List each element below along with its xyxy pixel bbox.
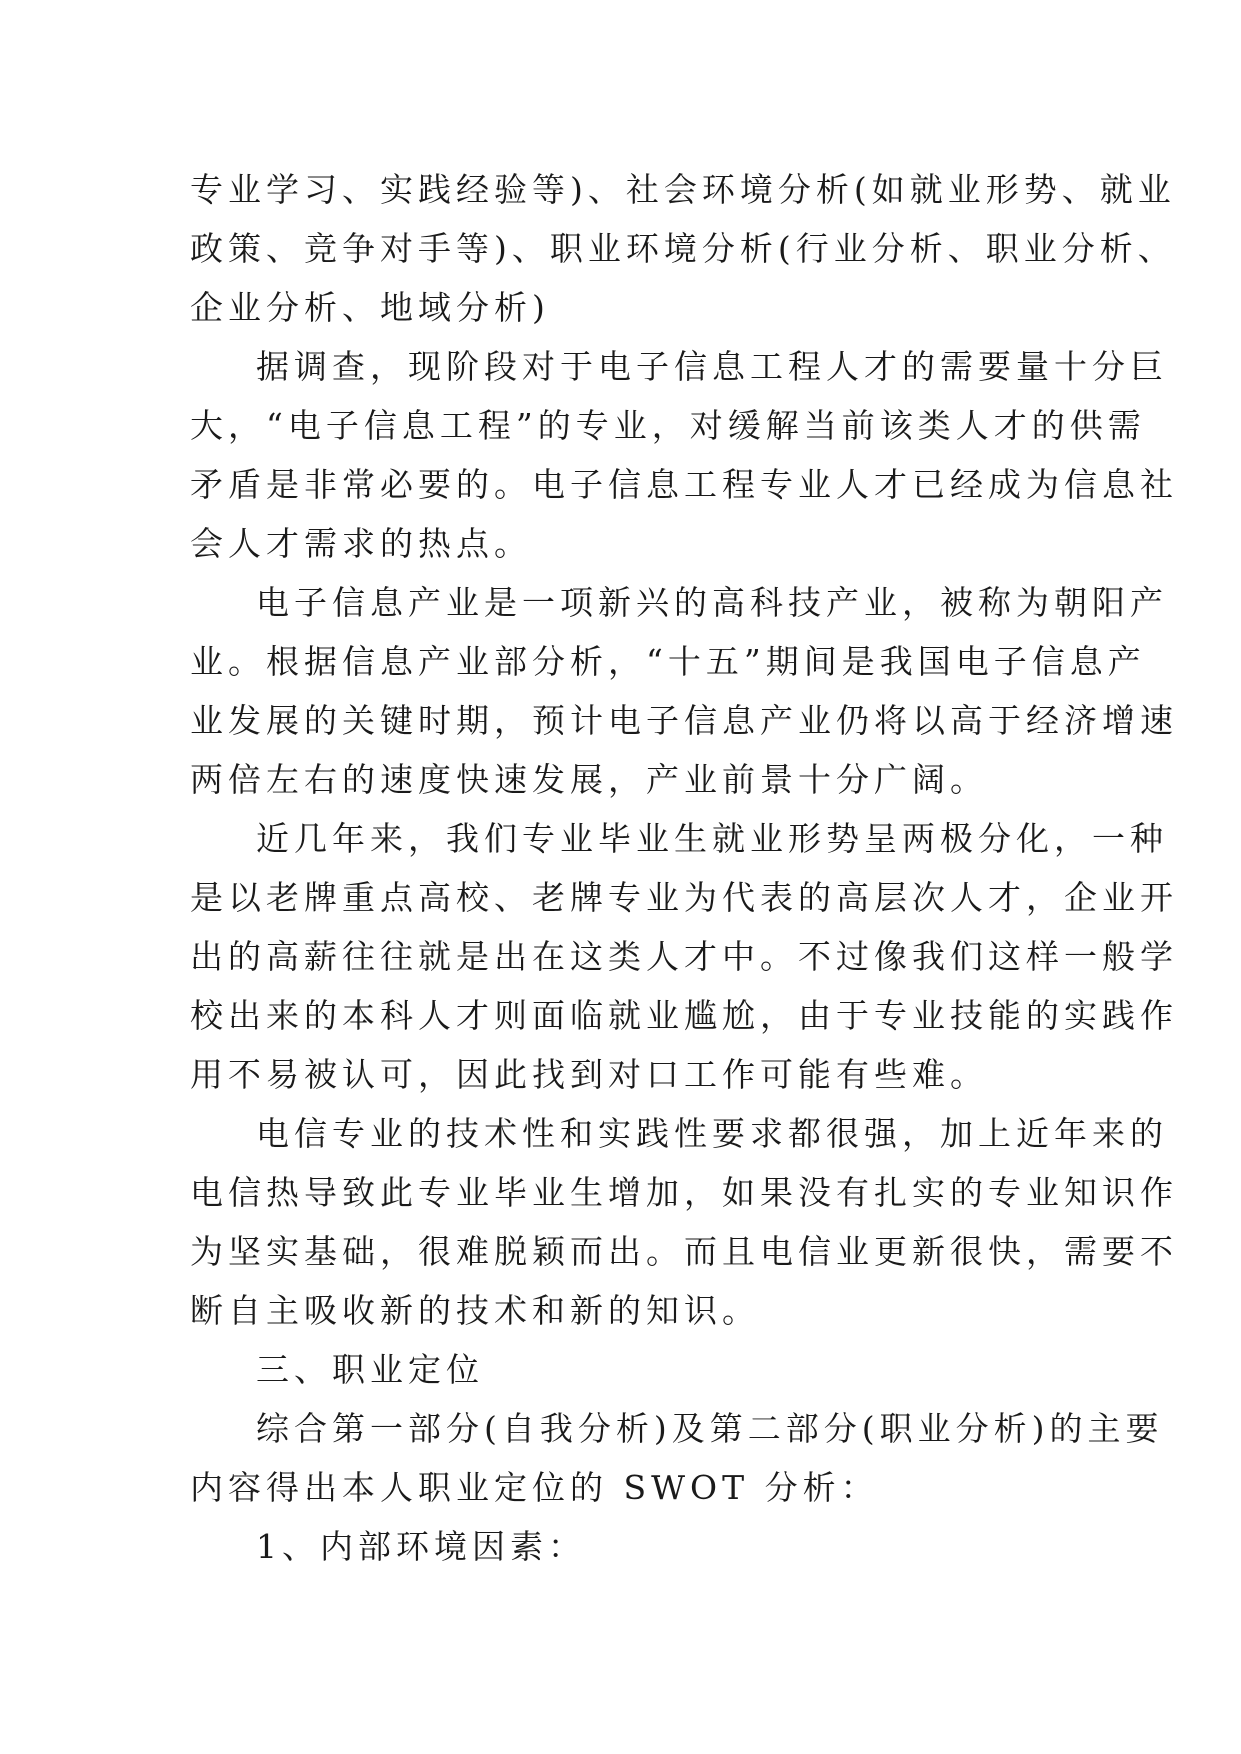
- text-line: 出的高薪往往就是出在这类人才中。不过像我们这样一般学: [190, 937, 1178, 976]
- subheading-internal-factors: [190, 1517, 1070, 1576]
- text-line: 专业学习、实践经验等)、社会环境分析(如就业形势、就业: [190, 170, 1176, 209]
- text-line: 企业分析、地域分析): [190, 288, 550, 327]
- text-line: 断自主吸收新的技术和新的知识。: [190, 1291, 760, 1330]
- paragraph-swot-intro: [190, 1399, 1164, 1517]
- subheading: 1、内部环境因素：: [256, 1527, 586, 1566]
- document-body: [190, 160, 1178, 1576]
- text-line: 电信热导致此专业毕业生增加，如果没有扎实的专业知识作: [190, 1173, 1178, 1212]
- text-line: 是以老牌重点高校、老牌专业为代表的高层次人才，企业开: [190, 878, 1178, 917]
- text-line: 据调查，现阶段对于电子信息工程人才的需要量十分巨: [256, 347, 1168, 386]
- paragraph-survey-demand: [190, 337, 1178, 573]
- text-line: 业。根据信息产业部分析，“十五”期间是我国电子信息产: [190, 642, 1146, 681]
- paragraph-analysis-continuation: [190, 160, 1176, 337]
- text-line: 近几年来，我们专业毕业生就业形势呈两极分化，一种: [256, 819, 1168, 858]
- section-heading: 三、职业定位: [256, 1350, 484, 1389]
- text-line: 用不易被认可，因此找到对口工作可能有些难。: [190, 1055, 988, 1094]
- text-line: 校出来的本科人才则面临就业尴尬，由于专业技能的实践作: [190, 996, 1178, 1035]
- text-line: 政策、竞争对手等)、职业环境分析(行业分析、职业分析、: [190, 229, 1176, 268]
- text-line: 大，“电子信息工程”的专业，对缓解当前该类人才的供需: [190, 406, 1146, 445]
- text-line: 内容得出本人职业定位的 SWOT 分析：: [190, 1468, 879, 1507]
- section-heading-career-positioning: [190, 1340, 1070, 1399]
- paragraph-telecom-requirements: [190, 1104, 1178, 1340]
- paragraph-industry-outlook: [190, 573, 1178, 809]
- text-line: 电信专业的技术性和实践性要求都很强，加上近年来的: [256, 1114, 1168, 1153]
- text-line: 业发展的关键时期，预计电子信息产业仍将以高于经济增速: [190, 701, 1178, 740]
- text-line: 会人才需求的热点。: [190, 524, 532, 563]
- text-line: 电子信息产业是一项新兴的高科技产业，被称为朝阳产: [256, 583, 1168, 622]
- text-line: 为坚实基础，很难脱颖而出。而且电信业更新很快，需要不: [190, 1232, 1178, 1271]
- text-line: 矛盾是非常必要的。电子信息工程专业人才已经成为信息社: [190, 465, 1178, 504]
- text-line: 两倍左右的速度快速发展，产业前景十分广阔。: [190, 760, 988, 799]
- text-line: 综合第一部分(自我分析)及第二部分(职业分析)的主要: [256, 1409, 1164, 1448]
- paragraph-employment-situation: [190, 809, 1178, 1104]
